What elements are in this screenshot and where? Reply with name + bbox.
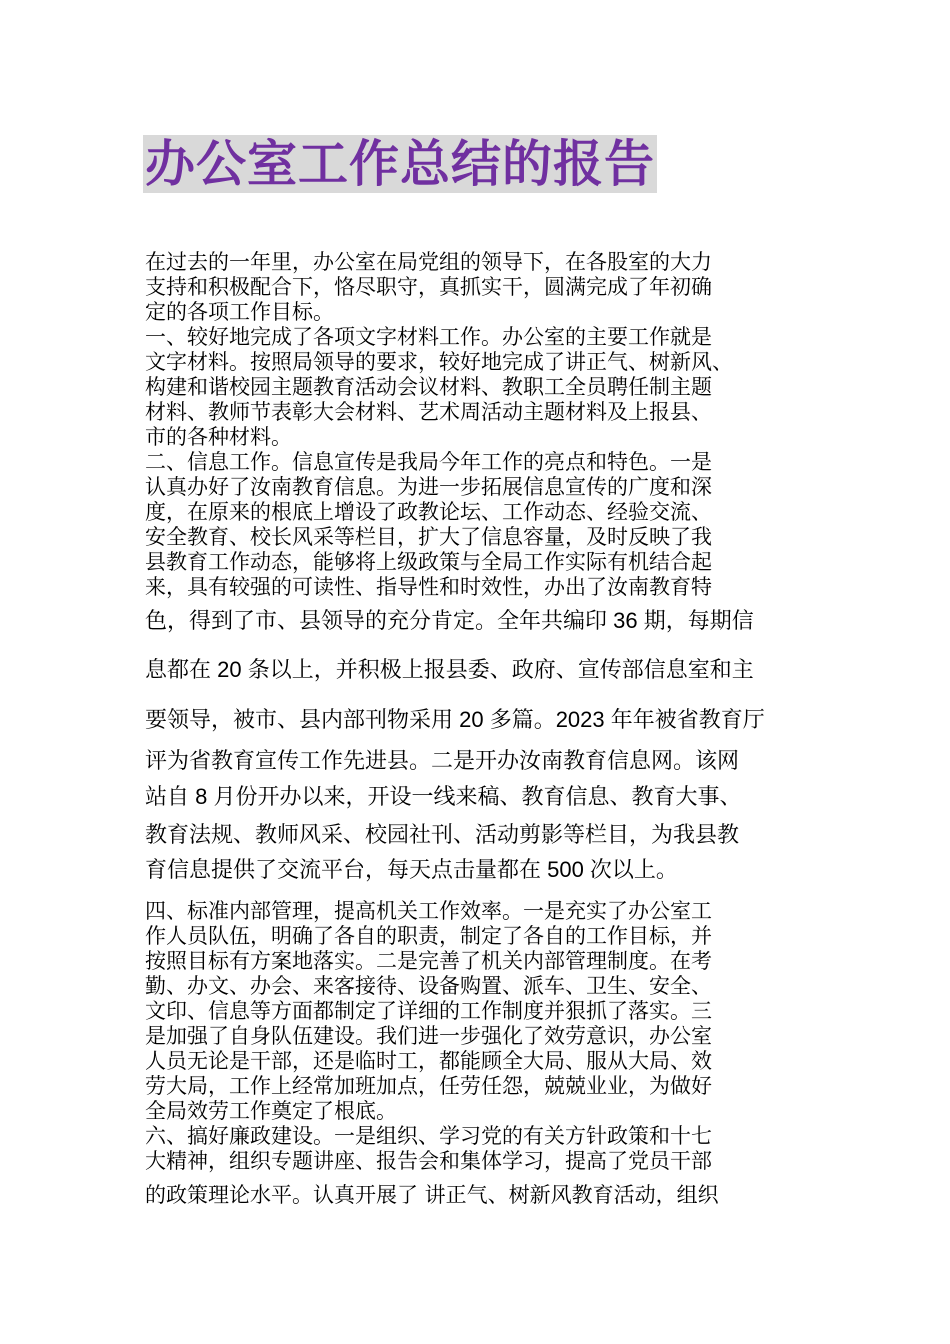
paragraph-line: 六、搞好廉政建设。一是组织、学习党的有关方针政策和十七 <box>145 1124 712 1148</box>
paragraph-line: 来，具有较强的可读性、指导性和时效性，办出了汝南教育特 <box>145 575 712 599</box>
paragraph-line: 认真办好了汝南教育信息。为进一步拓展信息宣传的广度和深 <box>145 475 712 499</box>
paragraph-line: 教育法规、教师风采、校园社刊、活动剪影等栏目，为我县教 <box>145 822 740 847</box>
paragraph-line: 息都在 20 条以上，并积极上报县委、政府、宣传部信息室和主 <box>145 657 754 682</box>
paragraph-line: 大精神，组织专题讲座、报告会和集体学习，提高了党员干部 <box>145 1149 712 1173</box>
paragraph-line: 安全教育、校长风采等栏目，扩大了信息容量，及时反映了我 <box>145 525 712 549</box>
paragraph-line: 勤、办文、办会、来客接待、设备购置、派车、卫生、安全、 <box>145 974 712 998</box>
paragraph-line: 材料、教师节表彰大会材料、艺术周活动主题材料及上报县、 <box>145 400 712 424</box>
paragraph-line: 人员无论是干部，还是临时工，都能顾全大局、服从大局、效 <box>145 1049 712 1073</box>
paragraph-line: 文印、信息等方面都制定了详细的工作制度并狠抓了落实。三 <box>145 999 712 1023</box>
paragraph-line: 站自 8 月份开办以来，开设一线来稿、教育信息、教育大事、 <box>145 784 742 809</box>
paragraph-line: 育信息提供了交流平台，每天点击量都在 500 次以上。 <box>145 857 678 882</box>
paragraph-line: 一、较好地完成了各项文字材料工作。办公室的主要工作就是 <box>145 325 712 349</box>
document-title: 办公室工作总结的报告 <box>145 135 655 193</box>
paragraph-line: 文字材料。按照局领导的要求，较好地完成了讲正气、树新风、 <box>145 350 733 374</box>
paragraph-line: 二、信息工作。信息宣传是我局今年工作的亮点和特色。一是 <box>145 450 712 474</box>
paragraph-line: 全局效劳工作奠定了根底。 <box>145 1099 397 1123</box>
paragraph-line: 是加强了自身队伍建设。我们进一步强化了效劳意识，办公室 <box>145 1024 712 1048</box>
paragraph-line: 劳大局，工作上经常加班加点，任劳任怨，兢兢业业，为做好 <box>145 1074 712 1098</box>
paragraph-line: 作人员队伍，明确了各自的职责，制定了各自的工作目标，并 <box>145 924 712 948</box>
paragraph-line: 色，得到了市、县领导的充分肯定。全年共编印 36 期，每期信 <box>145 608 754 633</box>
paragraph-line: 按照目标有方案地落实。二是完善了机关内部管理制度。在考 <box>145 949 712 973</box>
paragraph-line: 要领导，被市、县内部刊物采用 20 多篇。2023 年年被省教育厅 <box>145 707 765 732</box>
paragraph-line: 县教育工作动态，能够将上级政策与全局工作实际有机结合起 <box>145 550 712 574</box>
paragraph-line: 在过去的一年里，办公室在局党组的领导下，在各股室的大力 <box>145 250 712 274</box>
paragraph-line: 支持和积极配合下，恪尽职守，真抓实干，圆满完成了年初确 <box>145 275 712 299</box>
title-highlight <box>143 135 657 193</box>
paragraph-line: 评为省教育宣传工作先进县。二是开办汝南教育信息网。该网 <box>145 748 740 773</box>
paragraph-line: 构建和谐校园主题教育活动会议材料、教职工全员聘任制主题 <box>145 375 712 399</box>
paragraph-line: 四、标准内部管理，提高机关工作效率。一是充实了办公室工 <box>145 899 712 923</box>
paragraph-line: 度，在原来的根底上增设了政教论坛、工作动态、经验交流、 <box>145 500 712 524</box>
paragraph-line: 定的各项工作目标。 <box>145 300 334 324</box>
paragraph-line: 市的各种材料。 <box>145 425 292 449</box>
paragraph-line: 的政策理论水平。认真开展了 讲正气、树新风教育活动，组织 <box>145 1183 719 1207</box>
